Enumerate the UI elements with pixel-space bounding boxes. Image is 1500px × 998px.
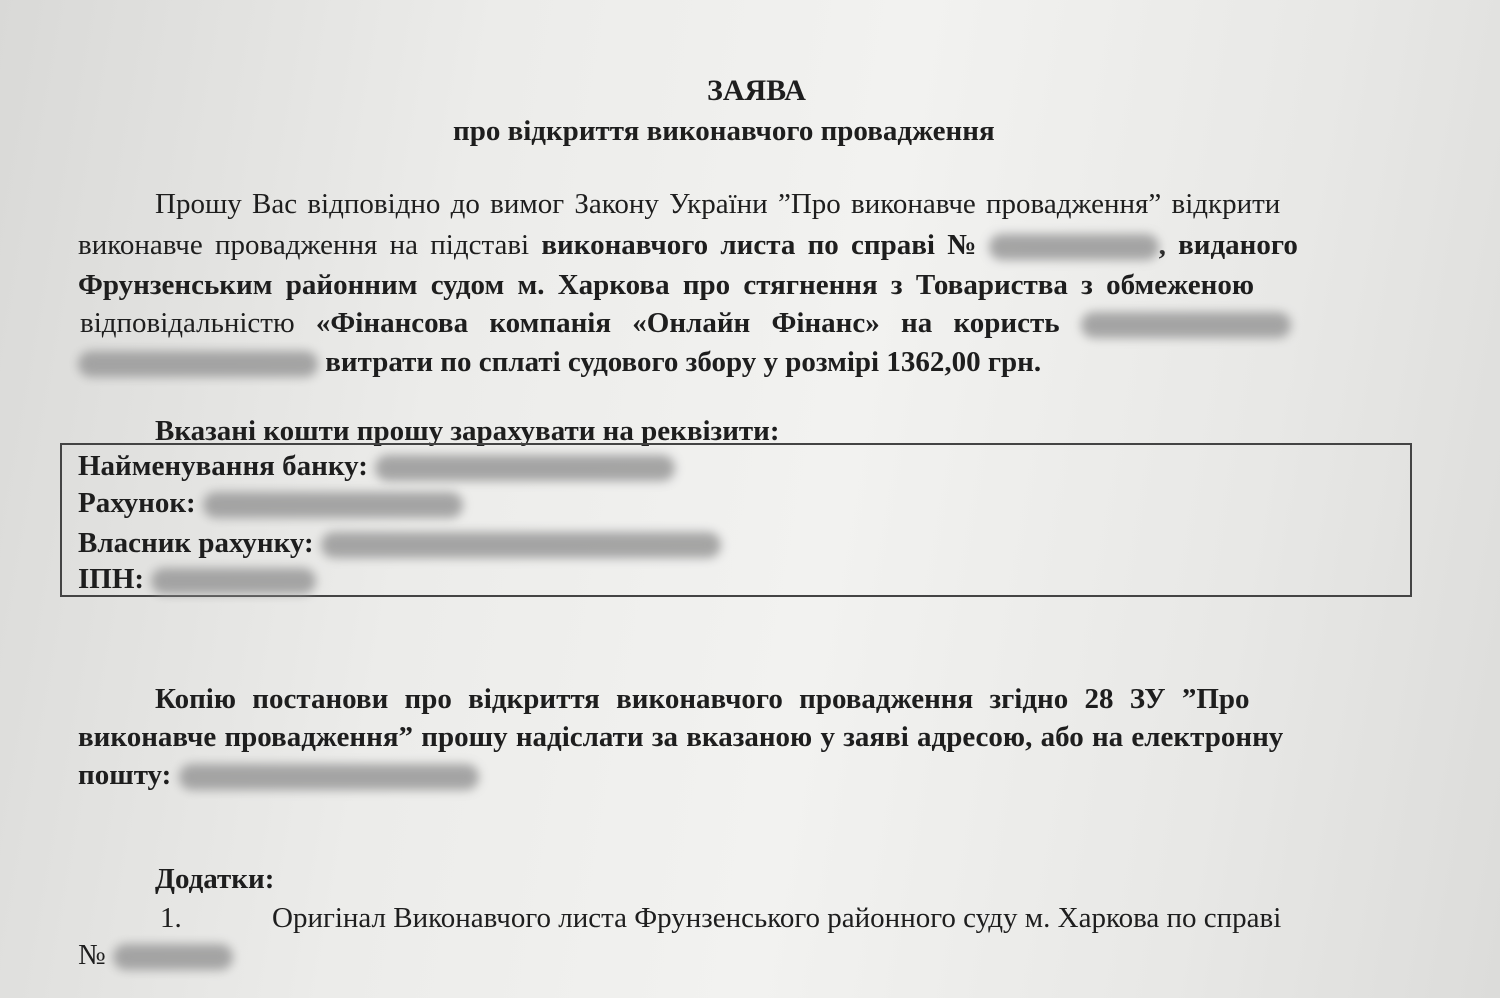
issued-by-text: , виданого [1158,229,1298,261]
account-owner-label: Власник рахунку: [78,527,314,559]
request-line-1: Прошу Вас відповідно до вимог Закону України ”Про виконавче провадження” відкрити [155,188,1281,220]
case-reference: виконавчого листа по справі № [541,229,977,261]
account-row [78,486,463,520]
redacted-attachment-case-number [113,944,233,970]
request-line-2 [78,228,1298,262]
redacted-account-owner [321,532,721,558]
ipn-label: ІПН: [78,563,145,595]
redacted-ipn [151,568,316,594]
attachment-1-continuation [78,938,233,972]
bank-name-row [78,449,675,483]
request-line-5 [78,345,1041,379]
redacted-bank-name [375,455,675,481]
redacted-account-number [203,492,463,518]
attachment-1-number: 1. [160,902,182,934]
request-line-3: Фрунзенським районним судом м. Харкова про стягнення з Товариства з обмеженою [78,269,1255,301]
attachment-case-number-label: № [78,939,106,971]
request-line-2-text: виконавче провадження на підставі [78,229,530,261]
requisites-intro: Вказані кошти прошу зарахувати на реквізити: [155,415,780,447]
document-subtitle: про відкриття виконавчого провадження [453,115,995,147]
copy-request-line-3 [78,758,479,792]
email-label: пошту: [78,759,172,791]
attachment-1-text: Оригінал Виконавчого листа Фрунзенського районного суду м. Харкова по справі [272,902,1282,934]
redacted-case-number [989,234,1159,260]
redacted-email [179,764,479,790]
attachments-heading: Додатки: [155,863,275,895]
copy-request-line-1: Копію постанови про відкриття виконавчого провадження згідно 28 ЗУ ”Про [155,683,1250,715]
court-fee-text: витрати по сплаті судового збору у розмірі 1362,00 грн. [325,346,1042,378]
redacted-creditor-name [1081,312,1291,338]
account-owner-row [78,526,721,560]
ipn-row [78,562,316,596]
account-label: Рахунок: [78,487,196,519]
copy-request-line-2: виконавче провадження” прошу надіслати за вказаною у заяві адресою, або на електронну [78,721,1284,753]
redacted-creditor-surname [78,351,318,377]
request-line-4-text: відповідальністю [80,307,295,339]
document-title: ЗАЯВА [707,74,806,107]
company-name: «Фінансова компанія «Онлайн Фінанс» на користь [315,307,1060,339]
request-line-4 [80,306,1291,340]
bank-name-label: Найменування банку: [78,450,368,482]
